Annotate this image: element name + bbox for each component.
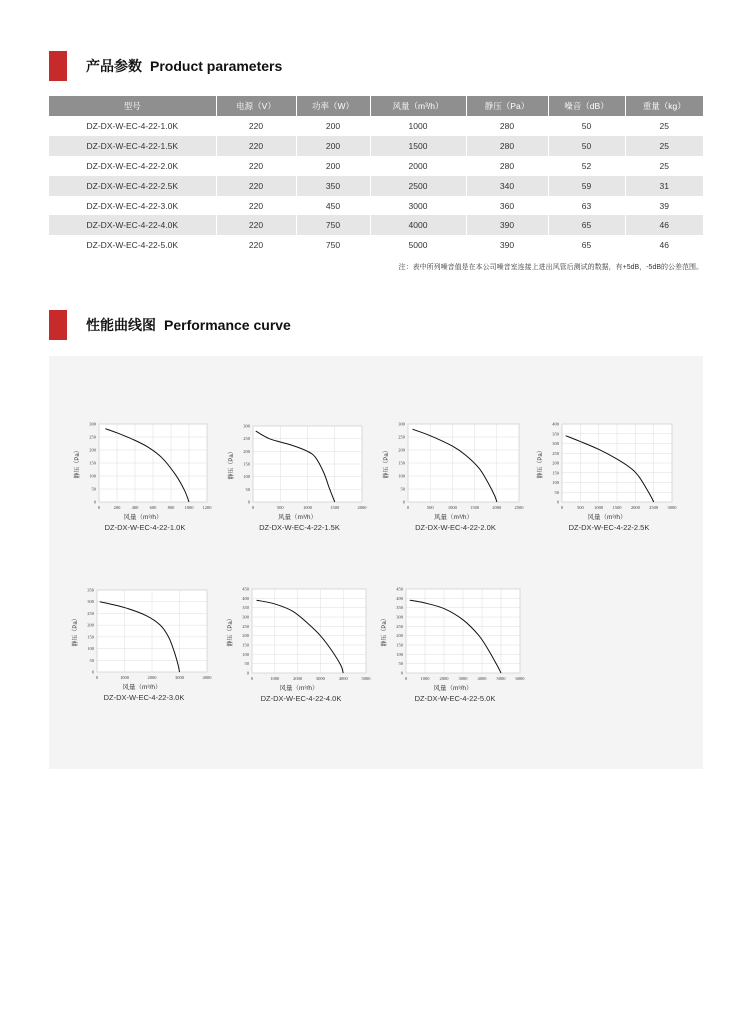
chart-title: DZ-DX-W-EC-4-22-2.5K — [568, 523, 650, 532]
y-tick-label: 250 — [242, 623, 249, 629]
x-tick-label: 2000 — [357, 505, 367, 510]
curve-section-title — [86, 315, 291, 335]
table-cell: 52 — [548, 156, 625, 176]
y-axis-label: 静压（Pa） — [382, 615, 388, 647]
x-tick-label: 600 — [149, 505, 157, 510]
y-tick-label: 300 — [552, 441, 559, 446]
chart-title: DZ-DX-W-EC-4-22-4.0K — [260, 694, 342, 703]
y-tick-label: 0 — [556, 499, 559, 505]
x-tick-label: 0 — [404, 676, 408, 681]
table-cell: 3000 — [370, 196, 466, 216]
table-row — [49, 196, 703, 216]
y-tick-label: 100 — [87, 646, 94, 652]
y-tick-label: 50 — [244, 661, 249, 667]
table-cell: 1000 — [370, 116, 466, 136]
y-tick-label: 250 — [552, 450, 559, 456]
chart-title: DZ-DX-W-EC-4-22-2.0K — [415, 523, 496, 532]
x-tick-label: 4000 — [477, 676, 487, 681]
x-tick-label: 400 — [131, 505, 139, 510]
x-axis-label: 风量（m³/h） — [279, 685, 319, 692]
performance-charts — [49, 356, 703, 769]
table-cell: DZ-DX-W-EC-4-22-5.0K — [49, 235, 216, 255]
y-tick-label: 150 — [242, 642, 249, 648]
y-tick-label: 0 — [402, 499, 405, 505]
table-row — [49, 215, 703, 235]
header-noise: 噪音（dB） — [548, 96, 625, 116]
table-note: 注：表中所列噪音值是在本公司噪音室连接上进出风管后测试的数据，有+5dB，-5dB的公差范围。 — [398, 264, 703, 271]
x-tick-label: 0 — [406, 505, 410, 510]
table-cell: DZ-DX-W-EC-4-22-4.0K — [49, 215, 216, 235]
table-cell: 2000 — [370, 156, 466, 176]
y-axis-label: 静压（Pa） — [228, 615, 234, 647]
table-cell: DZ-DX-W-EC-4-22-2.5K — [49, 176, 216, 196]
y-tick-label: 300 — [87, 599, 94, 605]
chart-title: DZ-DX-W-EC-4-22-1.5K — [259, 523, 340, 532]
y-tick-label: 150 — [396, 642, 403, 648]
y-tick-label: 200 — [89, 447, 96, 453]
x-tick-label: 4000 — [202, 675, 212, 680]
x-tick-label: 0 — [560, 505, 564, 510]
table-cell: 46 — [659, 240, 669, 251]
table-cell: 63 — [548, 196, 625, 216]
x-tick-label: 500 — [576, 505, 584, 510]
performance-chart — [71, 588, 212, 703]
table-cell: 220 — [216, 235, 296, 255]
y-tick-label: 100 — [242, 651, 249, 657]
y-tick-label: 250 — [89, 434, 96, 440]
table-cell: 5000 — [370, 235, 466, 255]
params-title-cn: 产品参数 — [86, 58, 142, 74]
y-tick-label: 0 — [246, 670, 249, 676]
y-tick-label: 350 — [242, 605, 249, 611]
y-tick-label: 150 — [89, 460, 96, 466]
params-table — [49, 96, 703, 255]
header-weight: 重量（kg） — [625, 96, 703, 116]
x-tick-label: 3000 — [315, 676, 325, 681]
x-tick-label: 800 — [167, 505, 175, 510]
table-cell: 50 — [548, 116, 625, 136]
x-tick-label: 3000 — [667, 505, 677, 510]
table-cell: 200 — [296, 136, 370, 156]
y-tick-label: 450 — [242, 586, 249, 592]
curve-title-cn: 性能曲线图 — [86, 317, 156, 333]
y-tick-label: 150 — [243, 461, 250, 467]
table-cell: 65 — [548, 215, 625, 235]
y-tick-label: 100 — [552, 480, 559, 485]
y-tick-label: 100 — [89, 473, 96, 479]
x-tick-label: 1000 — [270, 676, 280, 681]
x-tick-label: 1500 — [612, 505, 622, 510]
x-tick-label: 1000 — [184, 505, 194, 510]
y-tick-label: 250 — [396, 623, 403, 629]
x-tick-label: 4000 — [338, 676, 348, 681]
y-tick-label: 200 — [398, 447, 405, 453]
y-tick-label: 300 — [89, 421, 96, 427]
performance-chart — [380, 587, 525, 704]
y-axis-label: 静压（Pa） — [384, 447, 390, 479]
y-tick-label: 300 — [396, 614, 403, 620]
red-marker-bar — [49, 51, 67, 81]
x-axis-label: 风量（m³/h） — [123, 514, 163, 521]
table-row — [49, 116, 703, 136]
table-cell: 25 — [659, 160, 669, 171]
x-tick-label: 6000 — [515, 676, 525, 681]
y-tick-label: 100 — [398, 473, 405, 479]
x-tick-label: 0 — [250, 676, 254, 681]
table-cell: DZ-DX-W-EC-4-22-3.0K — [49, 196, 216, 216]
y-tick-label: 200 — [243, 448, 250, 454]
table-cell: 360 — [466, 196, 548, 216]
table-cell: 750 — [296, 235, 370, 255]
x-tick-label: 1500 — [330, 505, 340, 510]
y-axis-label: 静压（Pa） — [75, 447, 81, 479]
x-tick-label: 1000 — [594, 505, 604, 510]
y-tick-label: 400 — [552, 421, 559, 427]
performance-chart — [73, 422, 212, 533]
x-axis-label: 风量（m³/h） — [433, 685, 473, 692]
x-tick-label: 1000 — [420, 676, 430, 681]
y-axis-label: 静压（Pa） — [538, 447, 544, 479]
x-tick-label: 5000 — [361, 676, 371, 681]
table-cell: 280 — [466, 156, 548, 176]
x-tick-label: 0 — [95, 675, 99, 680]
x-tick-label: 3000 — [458, 676, 468, 681]
y-tick-label: 400 — [242, 595, 249, 601]
curve-title-en: Performance curve — [164, 317, 291, 333]
table-cell: 750 — [296, 215, 370, 235]
table-cell: 450 — [296, 196, 370, 216]
y-tick-label: 150 — [87, 634, 94, 640]
x-tick-label: 2500 — [514, 505, 524, 510]
table-body — [49, 116, 703, 255]
x-tick-label: 3000 — [175, 675, 184, 680]
table-cell: DZ-DX-W-EC-4-22-1.5K — [49, 136, 216, 156]
table-cell: 340 — [466, 176, 548, 196]
params-section-header — [49, 51, 709, 81]
y-tick-label: 150 — [398, 460, 405, 466]
table-row — [49, 156, 703, 176]
table-cell: DZ-DX-W-EC-4-22-2.0K — [49, 156, 216, 176]
table-cell: 220 — [216, 196, 296, 216]
table-cell: DZ-DX-W-EC-4-22-1.0K — [49, 116, 216, 136]
x-tick-label: 0 — [97, 505, 101, 510]
table-cell: 2500 — [370, 176, 466, 196]
chart-title: DZ-DX-W-EC-4-22-1.0K — [104, 523, 186, 532]
table-cell: 65 — [548, 235, 625, 255]
performance-chart — [382, 422, 524, 533]
curve-section-header — [49, 310, 709, 340]
y-axis-label: 静压（Pa） — [73, 615, 79, 647]
table-cell: 200 — [296, 156, 370, 176]
y-tick-label: 200 — [552, 460, 559, 466]
y-tick-label: 50 — [89, 657, 94, 663]
y-tick-label: 50 — [245, 486, 250, 492]
table-row — [49, 176, 703, 196]
x-tick-label: 0 — [251, 505, 255, 510]
y-tick-label: 350 — [552, 431, 559, 437]
table-cell: 280 — [466, 136, 548, 156]
y-tick-label: 300 — [243, 423, 250, 429]
y-tick-label: 350 — [87, 587, 94, 593]
x-tick-label: 1500 — [470, 505, 480, 510]
chart-title: DZ-DX-W-EC-4-22-5.0K — [414, 694, 496, 703]
table-cell: 390 — [466, 215, 548, 235]
y-tick-label: 50 — [554, 489, 559, 495]
y-tick-label: 50 — [400, 486, 405, 492]
y-tick-label: 50 — [398, 661, 403, 667]
y-tick-label: 350 — [396, 605, 403, 611]
performance-chart — [227, 424, 367, 533]
table-cell: 59 — [548, 176, 625, 196]
y-tick-label: 450 — [396, 586, 403, 592]
table-cell: 39 — [659, 200, 669, 211]
params-title-en: Product parameters — [150, 58, 283, 74]
x-tick-label: 2000 — [293, 676, 303, 681]
y-tick-label: 0 — [93, 499, 96, 505]
x-axis-label: 风量（m³/h） — [278, 514, 317, 521]
header-airflow: 风量（m³/h） — [370, 96, 466, 116]
y-axis-label: 静压（Pa） — [229, 448, 235, 480]
params-section-title — [86, 56, 282, 76]
x-axis-label: 风量（m³/h） — [434, 514, 473, 521]
table-cell: 390 — [466, 235, 548, 255]
x-tick-label: 2000 — [492, 505, 502, 510]
table-cell: 220 — [216, 176, 296, 196]
x-axis-label: 风量（m³/h） — [122, 684, 162, 691]
x-tick-label: 2500 — [649, 505, 659, 510]
y-tick-label: 0 — [247, 499, 250, 505]
y-tick-label: 100 — [396, 651, 403, 657]
table-cell: 280 — [466, 116, 548, 136]
table-cell: 46 — [625, 215, 703, 235]
table-cell: 4000 — [370, 215, 466, 235]
x-tick-label: 1000 — [120, 675, 129, 680]
y-tick-label: 150 — [552, 470, 559, 476]
header-static-pressure: 静压（Pa） — [466, 96, 548, 116]
x-tick-label: 1000 — [303, 505, 312, 510]
header-power-supply: 电源（V） — [216, 96, 296, 116]
y-tick-label: 200 — [396, 633, 403, 639]
x-tick-label: 1200 — [202, 505, 212, 510]
x-axis-label: 风量（m³/h） — [587, 514, 627, 521]
x-tick-label: 500 — [426, 505, 434, 510]
y-tick-label: 50 — [91, 486, 96, 492]
table-cell: 50 — [548, 136, 625, 156]
y-tick-label: 250 — [398, 434, 405, 440]
table-cell: 350 — [296, 176, 370, 196]
x-tick-label: 200 — [113, 505, 121, 510]
performance-chart — [536, 422, 677, 533]
table-row — [49, 235, 703, 255]
y-tick-label: 0 — [400, 670, 403, 676]
x-tick-label: 2000 — [630, 505, 640, 510]
performance-curve-panel — [49, 356, 703, 769]
header-model: 型号 — [49, 96, 216, 116]
y-tick-label: 250 — [243, 436, 250, 442]
x-tick-label: 500 — [276, 505, 284, 510]
performance-chart — [226, 587, 371, 704]
red-marker-bar — [49, 310, 67, 340]
header-power: 功率（W） — [296, 96, 370, 116]
table-header-row — [49, 96, 703, 116]
table-cell: 25 — [659, 120, 669, 131]
table-cell: 220 — [216, 116, 296, 136]
y-tick-label: 200 — [87, 622, 94, 628]
table-cell: 200 — [296, 116, 370, 136]
table-row — [49, 136, 703, 156]
table-cell: 25 — [625, 136, 703, 156]
plot-area — [252, 589, 366, 673]
table-cell: 1500 — [370, 136, 466, 156]
chart-title: DZ-DX-W-EC-4-22-3.0K — [103, 693, 185, 702]
table-cell: 220 — [216, 156, 296, 176]
x-tick-label: 2000 — [147, 675, 157, 680]
y-tick-label: 300 — [398, 421, 405, 427]
y-tick-label: 300 — [242, 614, 249, 620]
x-tick-label: 5000 — [496, 676, 506, 681]
y-tick-label: 400 — [396, 595, 403, 601]
x-tick-label: 1000 — [447, 505, 457, 510]
table-cell: 220 — [216, 136, 296, 156]
y-tick-label: 100 — [243, 474, 250, 480]
x-tick-label: 2000 — [439, 676, 449, 681]
y-tick-label: 250 — [87, 610, 94, 616]
table-cell: 220 — [216, 215, 296, 235]
y-tick-label: 0 — [91, 669, 94, 675]
y-tick-label: 200 — [242, 633, 249, 639]
table-cell: 31 — [625, 176, 703, 196]
